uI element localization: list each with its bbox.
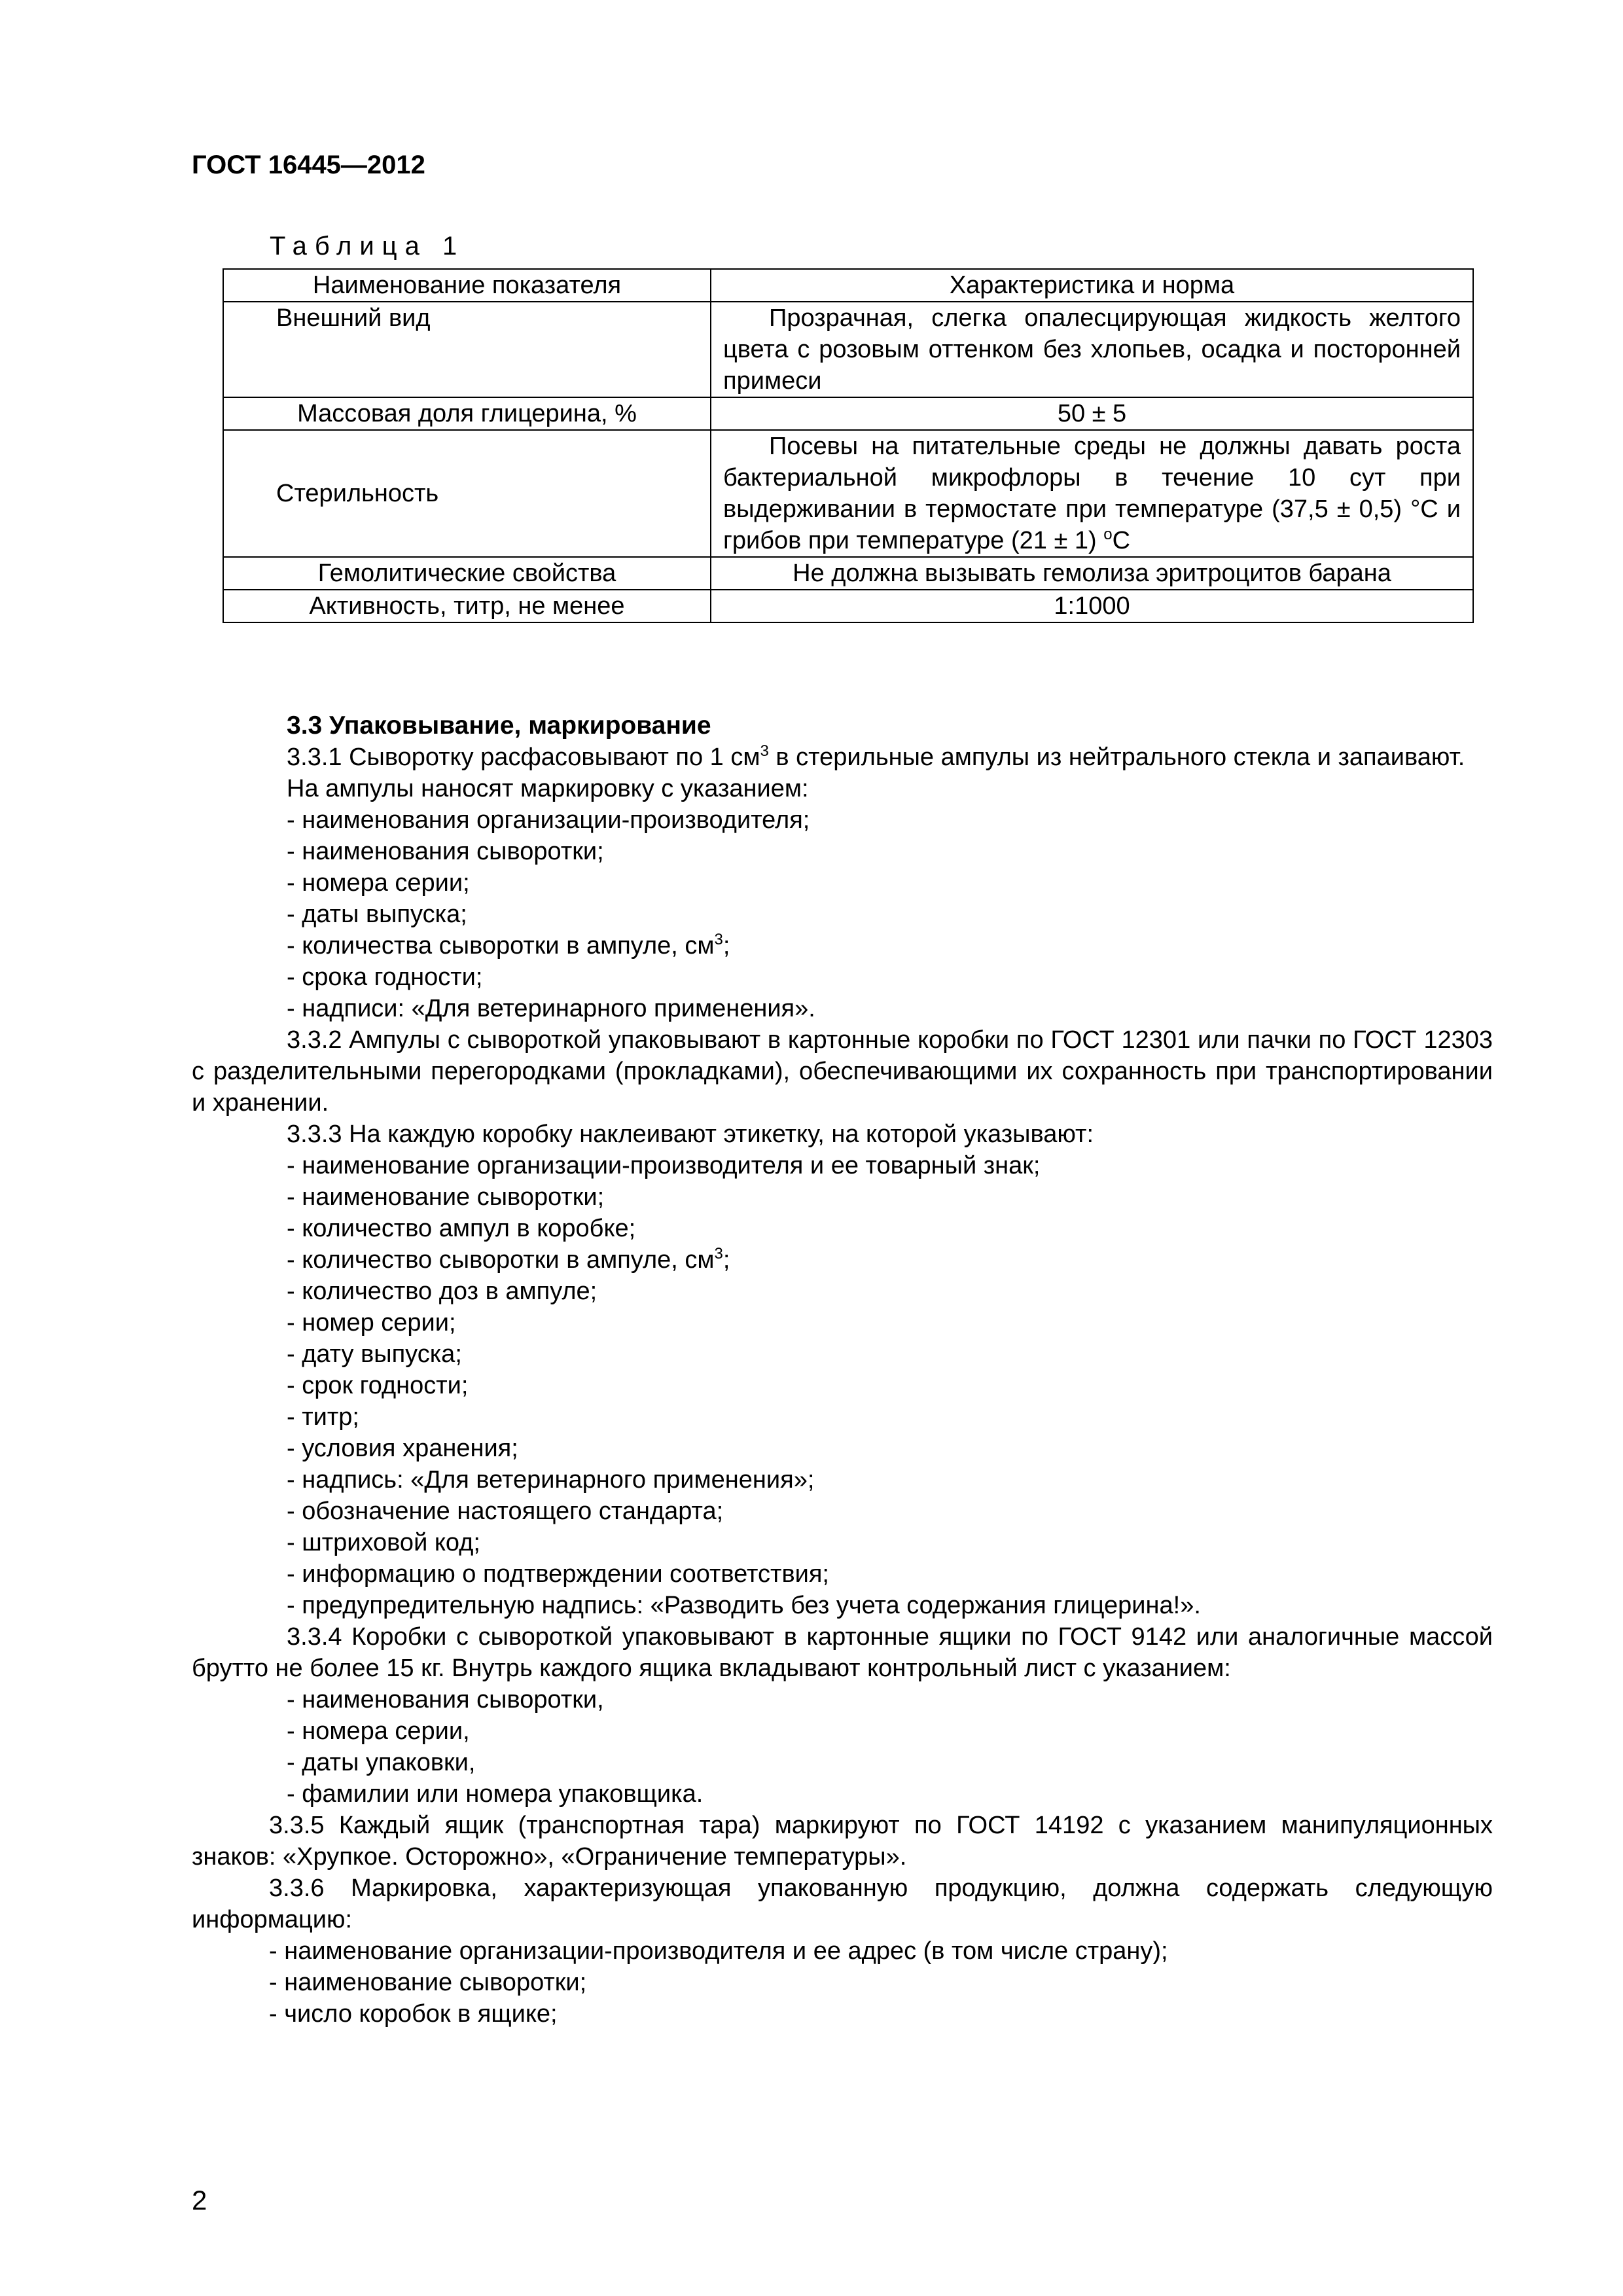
specification-table <box>223 268 1474 623</box>
list-item: - обозначение настоящего стандарта; <box>287 1498 724 1525</box>
list-item: - срока годности; <box>287 963 483 991</box>
row-value <box>711 430 1473 557</box>
row-value: 1:1000 <box>711 590 1473 622</box>
row-value-unit: С <box>1112 527 1131 554</box>
paragraph-text: 3.3.1 Сыворотку расфасовывают по 1 см <box>287 744 760 771</box>
table-caption: Таблица 1 <box>270 232 465 260</box>
document-header: ГОСТ 16445—2012 <box>192 151 425 179</box>
row-name: Активность, титр, не менее <box>223 590 711 622</box>
section-title: 3.3 Упаковывание, маркирование <box>287 711 711 740</box>
list-item: - дату выпуска; <box>287 1340 462 1368</box>
list-item: - количество ампул в коробке; <box>287 1215 636 1242</box>
list-item <box>192 1244 1493 1276</box>
list-item <box>192 930 1493 961</box>
table-row <box>223 590 1473 622</box>
row-value: Прозрачная, слегка опалесцирующая жидкость желтого цвета с розовым оттенком без хлопьев, осадка и посторонней примеси <box>711 302 1473 397</box>
paragraph-3-3-2: 3.3.2 Ампулы с сывороткой упаковывают в картонные коробки по ГОСТ 12301 или пачки по ГОСТ 12303 с разделительными перегородками (прокладками), обеспечивающими их сохранность при транспортировании и хранении. <box>192 1026 1493 1117</box>
section-body <box>192 710 1493 2030</box>
list-item-text: ; <box>722 1246 730 1274</box>
list-item: - срок годности; <box>287 1372 469 1399</box>
row-name: Внешний вид <box>223 302 711 397</box>
paragraph-3-3-3: 3.3.3 На каждую коробку наклеивают этикетку, на которой указывают: <box>287 1121 1094 1148</box>
row-value: Не должна вызывать гемолиза эритроцитов барана <box>711 557 1473 590</box>
list-item: - наименование организации-производителя и ее адрес (в том числе страну); <box>269 1937 1168 1965</box>
list-item: - титр; <box>287 1403 359 1431</box>
list-item: - условия хранения; <box>287 1435 518 1462</box>
row-value: 50 ± 5 <box>711 397 1473 430</box>
list-item: - предупредительную надпись: «Разводить без учета содержания глицерина!». <box>287 1592 1201 1619</box>
superscript: 3 <box>714 931 723 948</box>
list-item: - число коробок в ящике; <box>269 2000 558 2028</box>
list-item: - наименование сыворотки; <box>287 1183 605 1211</box>
column-header: Наименование показателя <box>223 269 711 302</box>
list-item: - надписи: «Для ветеринарного применения». <box>287 995 815 1022</box>
list-item: - номера серии, <box>287 1717 470 1745</box>
superscript: 3 <box>714 1245 723 1263</box>
paragraph-intro: На ампулы наносят маркировку с указанием: <box>287 775 809 802</box>
list-item: - наименования сыворотки; <box>287 838 604 865</box>
list-item: - фамилии или номера упаковщика. <box>287 1780 704 1808</box>
paragraph-3-3-6: 3.3.6 Маркировка, характеризующая упакованную продукцию, должна содержать следующую информацию: <box>192 1874 1493 1933</box>
list-item: - наименование организации-производителя и ее товарный знак; <box>287 1152 1041 1179</box>
table-row <box>223 430 1473 557</box>
list-item: - информацию о подтверждении соответствия; <box>287 1560 829 1588</box>
list-item-text: - количество сыворотки в ампуле, см <box>287 1246 715 1274</box>
row-name: Массовая доля глицерина, % <box>223 397 711 430</box>
list-item: - даты упаковки, <box>287 1749 476 1776</box>
row-name: Стерильность <box>223 430 711 557</box>
list-item: - номера серии; <box>287 869 470 897</box>
list-item: - наименования сыворотки, <box>287 1686 604 1713</box>
table-header-row <box>223 269 1473 302</box>
list-item: - номер серии; <box>287 1309 456 1336</box>
paragraph-text: в стерильные ампулы из нейтрального стекла и запаивают. <box>768 744 1465 771</box>
list-item: - наименование сыворотки; <box>269 1969 587 1996</box>
paragraph-3-3-5: 3.3.5 Каждый ящик (транспортная тара) маркируют по ГОСТ 14192 с указанием манипуляционных знаков: «Хрупкое. Осторожно», «Ограничение температуры». <box>192 1812 1493 1871</box>
column-header: Характеристика и норма <box>711 269 1473 302</box>
table-row <box>223 397 1473 430</box>
page-number: 2 <box>192 2185 207 2215</box>
row-name: Гемолитические свойства <box>223 557 711 590</box>
list-item: - даты выпуска; <box>287 901 467 928</box>
paragraph-3-3-1 <box>192 742 1493 773</box>
list-item-text: ; <box>722 932 730 960</box>
superscript: 3 <box>760 742 769 760</box>
table-row <box>223 557 1473 590</box>
list-item: - количество доз в ампуле; <box>287 1278 597 1305</box>
list-item: - штриховой код; <box>287 1529 480 1556</box>
list-item-text: - количества сыворотки в ампуле, см <box>287 932 715 960</box>
row-value-text: Посевы на питательные среды не должны давать роста бактериальной микрофлоры в течение 10 сут при выдерживании в термостате при температуре (37,5 ± 0,5) °С и грибов при температуре (21 ± 1) <box>723 433 1461 554</box>
list-item: - надпись: «Для ветеринарного применения»; <box>287 1466 815 1494</box>
list-item: - наименования организации-производителя; <box>287 806 810 834</box>
degree-sign: о <box>1103 526 1113 543</box>
paragraph-3-3-4: 3.3.4 Коробки с сывороткой упаковывают в картонные ящики по ГОСТ 9142 или аналогичные массой брутто не более 15 кг. Внутрь каждого ящика вкладывают контрольный лист с указанием: <box>192 1623 1493 1682</box>
table-row <box>223 302 1473 397</box>
